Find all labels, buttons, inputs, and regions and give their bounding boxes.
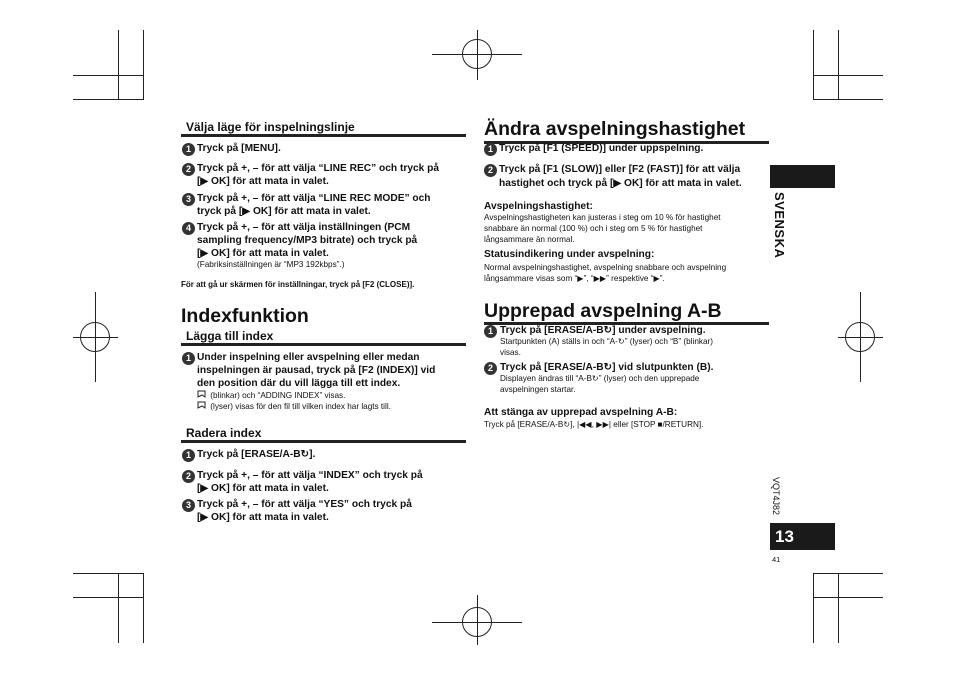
- divider: [181, 440, 466, 443]
- crop-mark: [73, 99, 143, 100]
- step-line: Tryck på [F1 (SLOW)] eller [F2 (FAST)] för att välja: [499, 164, 741, 175]
- registration-mark: [95, 292, 96, 382]
- text-line: visas.: [500, 348, 521, 357]
- crop-mark: [143, 573, 144, 643]
- section-heading-delete-index: Radera index: [186, 426, 262, 440]
- crop-mark: [118, 573, 119, 643]
- step-line: Under inspelning eller avspelning eller medan: [197, 352, 420, 363]
- add-index-step: [197, 351, 435, 390]
- page-number: 13: [775, 527, 794, 546]
- crop-mark: [813, 573, 814, 643]
- index-mark-icon: [197, 401, 208, 413]
- language-tab: [770, 165, 835, 188]
- divider: [181, 343, 466, 346]
- instruction-step: [499, 142, 703, 156]
- step-line: Tryck på +, – för att välja “LINE REC MODE” och: [197, 193, 431, 204]
- step-line: Tryck på +, – för att välja inställningen (PCM: [197, 222, 411, 233]
- note-text: (blinkar) och “ADDING INDEX” visas.: [208, 391, 346, 400]
- speed-sub-heading: Avspelningshastighet:: [484, 201, 593, 212]
- text-line: Displayen ändras till “A-B↻” (lyser) och den upprepade: [500, 374, 700, 383]
- section-heading-rec-mode: Välja läge för inspelningslinje: [186, 120, 355, 134]
- step-line: hastighet och tryck på [▶ OK] för att mata in valet.: [499, 178, 742, 189]
- step-number: 3: [182, 499, 195, 512]
- ab-step-2: Tryck på [ERASE/A-B↻] vid slutpunkten (B).: [500, 362, 714, 373]
- ab-step-1: Tryck på [ERASE/A-B↻] under avspelning.: [500, 325, 706, 336]
- crop-mark: [813, 30, 814, 100]
- text-line: långsammare än normal.: [484, 235, 575, 244]
- instruction-step: [197, 469, 423, 495]
- step-number: 1: [484, 325, 497, 338]
- crop-mark: [73, 573, 143, 574]
- speed-description: [484, 212, 721, 245]
- step-line: Tryck på [ERASE/A-B↻].: [197, 449, 316, 460]
- step-number: 2: [182, 470, 195, 483]
- crop-mark: [143, 30, 144, 100]
- step-line: Tryck på +, – för att välja “LINE REC” och tryck på: [197, 163, 440, 174]
- crop-mark: [73, 597, 143, 598]
- step-number: 2: [182, 163, 195, 176]
- step-line: [▶ OK] för att mata in valet.: [197, 248, 329, 259]
- step-line: Tryck på [MENU].: [197, 143, 281, 154]
- step-number: 1: [182, 352, 195, 365]
- step-line: Tryck på [F1 (SPEED)] under uppspelning.: [499, 143, 704, 154]
- instruction-step: [499, 163, 742, 191]
- crop-mark: [813, 597, 883, 598]
- step-number: 1: [484, 143, 497, 156]
- crop-mark: [838, 30, 839, 100]
- instruction-step: [197, 162, 439, 188]
- text-line: snabbare än normal (100 %) och i steg om 5 % för hastighet: [484, 224, 703, 233]
- step-line: [▶ OK] för att mata in valet.: [197, 512, 329, 523]
- ab-stop-text: Tryck på [ERASE/A-B↻], |◀◀, ▶▶| eller [STOP ■/RETURN].: [484, 420, 704, 429]
- step-line: [▶ OK] för att mata in valet.: [197, 176, 329, 187]
- step-number: 2: [484, 164, 497, 177]
- status-sub-heading: Statusindikering under avspelning:: [484, 249, 655, 260]
- instruction-step: [197, 498, 412, 524]
- step-line: sampling frequency/MP3 bitrate) och tryck på: [197, 235, 418, 246]
- ab-repeat-title: Upprepad avspelning A-B: [484, 300, 722, 322]
- text-line: långsammare visas som “▶”, “▶▶” respektive “▶”.: [484, 274, 665, 283]
- step-number: 1: [182, 143, 195, 156]
- crop-mark: [838, 573, 839, 643]
- step-line: inspelningen är pausad, tryck på [F2 (INDEX)] vid: [197, 365, 436, 376]
- ab-step-2-note: [500, 373, 699, 395]
- step-line: Tryck på +, – för att välja “INDEX” och tryck på: [197, 470, 423, 481]
- text-line: Startpunkten (A) ställs in och “A-↻” (lyser) och “B” (blinkar): [500, 337, 713, 346]
- section-heading-add-index: Lägga till index: [186, 329, 274, 343]
- sub-page-number: 41: [772, 555, 781, 564]
- note-text: (lyser) visas för den fil till vilken index har lagts till.: [208, 402, 391, 411]
- step-number: 4: [182, 222, 195, 235]
- instruction-step: [197, 142, 281, 155]
- step-line: Tryck på +, – för att välja “YES” och tryck på: [197, 499, 412, 510]
- text-line: Avspelningshastigheten kan justeras i steg om 10 % för hastighet: [484, 213, 721, 222]
- crop-mark: [73, 75, 143, 76]
- factory-note: (Fabriksinställningen är “MP3 192kbps”.): [197, 260, 345, 269]
- crop-mark: [813, 573, 883, 574]
- crop-mark: [813, 75, 883, 76]
- registration-mark: [860, 292, 861, 382]
- divider: [181, 134, 466, 137]
- step-line: [▶ OK] för att mata in valet.: [197, 483, 329, 494]
- status-description: [484, 262, 726, 284]
- text-line: avspelningen startar.: [500, 385, 576, 394]
- step-number: 3: [182, 193, 195, 206]
- crop-mark: [813, 99, 883, 100]
- speed-title: Ändra avspelningshastighet: [484, 118, 746, 140]
- registration-mark: [477, 30, 478, 80]
- ab-stop-heading: Att stänga av upprepad avspelning A-B:: [484, 407, 678, 418]
- step-number: 2: [484, 362, 497, 375]
- step-line: tryck på [▶ OK] för att mata in valet.: [197, 206, 371, 217]
- language-label: SVENSKA: [772, 192, 787, 259]
- instruction-step: [197, 221, 417, 260]
- registration-mark: [477, 595, 478, 645]
- model-code: VQT4J82: [771, 477, 781, 516]
- crop-mark: [118, 30, 119, 100]
- index-note-lit: [197, 401, 391, 413]
- step-line: den position där du vill lägga till ett index.: [197, 378, 401, 389]
- ab-step-1-note: [500, 336, 713, 358]
- instruction-step: [197, 192, 431, 218]
- instruction-step: [197, 448, 315, 461]
- step-number: 1: [182, 449, 195, 462]
- text-line: Normal avspelningshastighet, avspelning snabbare och avspelning: [484, 263, 727, 272]
- index-title: Indexfunktion: [181, 305, 309, 327]
- close-note: För att gå ur skärmen för inställningar, tryck på [F2 (CLOSE)].: [181, 280, 415, 289]
